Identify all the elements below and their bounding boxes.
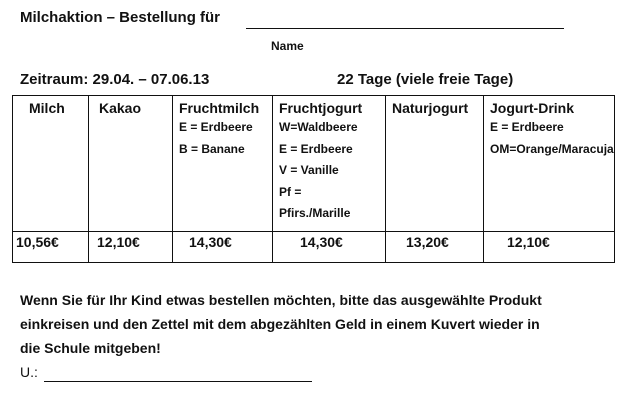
price-cell — [273, 232, 386, 263]
instruction-note — [20, 288, 542, 360]
signature-label: U.: — [20, 364, 38, 380]
period-days: 22 Tage (viele freie Tage) — [337, 71, 514, 88]
price-cell — [13, 232, 89, 263]
product-name: Jogurt-Drink — [490, 100, 574, 116]
price-value: 14,30€ — [300, 234, 343, 250]
variant-label: E = Erdbeere — [490, 120, 564, 134]
price-cell — [173, 232, 273, 263]
variant-label: E = Erdbeere — [179, 120, 253, 134]
variant-label: B = Banane — [179, 141, 245, 156]
price-cell — [386, 232, 484, 263]
name-caption: Name — [271, 39, 304, 53]
product-name: Fruchtjogurt — [279, 100, 363, 116]
variant-label: W=Waldbeere — [279, 120, 358, 134]
instruction-line: die Schule mitgeben! — [20, 340, 161, 356]
product-cell-fruchtmilch[interactable] — [173, 96, 273, 232]
price-value: 12,10€ — [97, 234, 140, 250]
price-value: 12,10€ — [507, 234, 550, 250]
form-title: Milchaktion – Bestellung für — [20, 9, 221, 26]
price-value: 13,20€ — [406, 234, 449, 250]
variant-label: V = Vanille — [279, 163, 339, 177]
instruction-line: einkreisen und den Zettel mit dem abgezählten Geld in einem Kuvert wieder in — [20, 316, 540, 332]
instruction-line: Wenn Sie für Ihr Kind etwas bestellen möchten, bitte das ausgewählte Produkt — [20, 292, 542, 308]
variant-label: OM=Orange/Maracuja — [490, 141, 614, 156]
product-header-row — [13, 96, 615, 232]
signature-fill-line[interactable] — [44, 381, 312, 382]
product-name: Fruchtmilch — [179, 100, 260, 116]
variant-label: E = Erdbeere — [279, 141, 353, 156]
price-value: 10,56€ — [16, 234, 59, 250]
price-row — [13, 232, 615, 263]
variant-label: Pf = — [279, 184, 302, 199]
product-table — [12, 95, 615, 263]
product-name: Milch — [29, 100, 65, 116]
period-range: Zeitraum: 29.04. – 07.06.13 — [20, 71, 210, 88]
product-cell-kakao[interactable] — [89, 96, 173, 232]
price-cell — [484, 232, 615, 263]
product-name: Kakao — [99, 100, 142, 116]
product-cell-naturjogurt[interactable] — [386, 96, 484, 232]
product-cell-fruchtjogurt[interactable] — [273, 96, 386, 232]
product-cell-jogurt-drink[interactable] — [484, 96, 615, 232]
product-name: Naturjogurt — [392, 100, 469, 116]
variant-label: Pfirs./Marille — [279, 206, 351, 220]
product-cell-milch[interactable] — [13, 96, 89, 232]
name-fill-line[interactable] — [246, 28, 564, 29]
price-cell — [89, 232, 173, 263]
price-value: 14,30€ — [189, 234, 232, 250]
